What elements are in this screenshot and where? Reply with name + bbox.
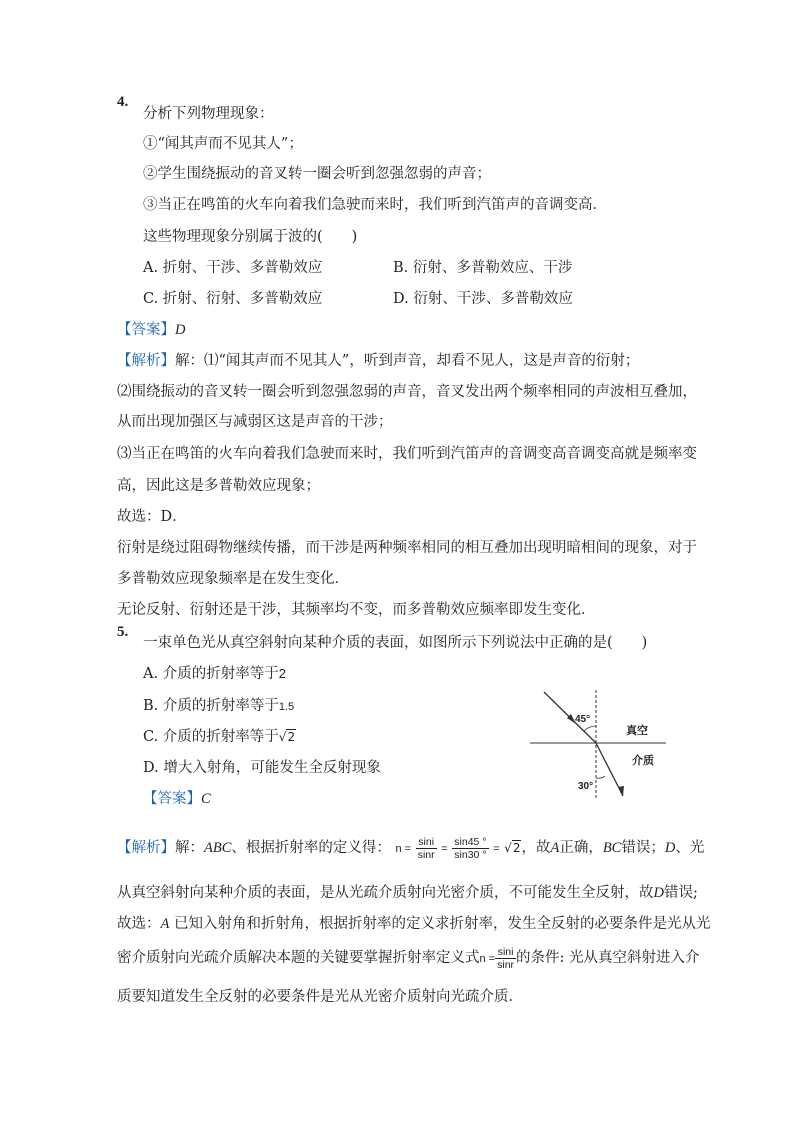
q5-answer-tag: 【答案】 <box>143 791 201 807</box>
option-d: D. 衍射、干涉、多普勒效应 <box>393 291 573 307</box>
sqrt-symbol: √2 <box>278 730 296 744</box>
refracted-arrow <box>618 786 624 796</box>
analysis-line-7: 衍射是绕过阻碍物继续传播，而干涉是两种频率相同的相互叠加出现明暗相间的现象，对于 <box>117 540 697 556</box>
q5-option-d: D. 增大入射角，可能发生全反射现象 <box>143 760 381 776</box>
question-4-stem: 分析下列物理现象： <box>143 106 274 122</box>
option-a: A. 折射、干涉、多普勒效应 <box>143 260 323 276</box>
q5-option-b: B. 介质的折射率等于1.5 <box>143 698 295 714</box>
medium-label: 介质 <box>632 754 654 767</box>
question-4-item-3: ③当正在鸣笛的火车向着我们急驶而来时，我们听到汽笛声的音调变高． <box>143 197 607 213</box>
q5-option-a: A. 介质的折射率等于2 <box>143 666 286 682</box>
angle-arc-bottom <box>596 776 605 778</box>
q5-analysis-line-5: 质要知道发生全反射的必要条件是光从光密介质射向光疏介质． <box>117 989 523 1005</box>
analysis-line-8: 多普勒效应现象频率是在发生变化． <box>117 571 349 587</box>
analysis-tag: 【解析】 <box>117 353 175 369</box>
question-5-stem: 一束单色光从真空斜射向某种介质的表面，如图所示下列说法中正确的是( ) <box>143 635 648 651</box>
question-5-number: 5. <box>117 624 129 640</box>
analysis-line-9: 无论反射、衍射还是干涉，其频率均不变，而多普勒效应频率即发生变化． <box>117 602 596 618</box>
q5-option-c: C. 介质的折射率等于√2 <box>143 729 296 745</box>
vacuum-label: 真空 <box>626 724 648 737</box>
q5-analysis-line-3: 故选：A 已知入射角和折射角，根据折射率的定义求折射率，发生全反射的必要条件是光从光 <box>117 916 711 932</box>
answer-tag: 【答案】 <box>117 322 175 338</box>
analysis-line-2: ⑵围绕振动的音叉转一圈会听到忽强忽弱的声音，音叉发出两个频率相同的声波相互叠加， <box>117 384 697 400</box>
q5-analysis-tag: 【解析】 <box>117 840 175 856</box>
fraction-definition: $\frac{\sin i}{\sin r}$ <box>497 945 515 971</box>
q5-analysis-line-2: 从真空斜射向某种介质的表面，是从光疏介质射向光密介质，不可能发生全反射，故D错误; <box>117 885 698 901</box>
q5-answer-line <box>143 789 211 809</box>
analysis-line-5: 高，因此这是多普勒效应现象； <box>117 478 320 494</box>
refraction-diagram <box>530 688 666 800</box>
fraction-sin45-sin30: $\frac{\sin 45 ^\circ}{\sin 30 ^\circ}$ <box>454 835 487 861</box>
analysis-line-4: ⑶当正在鸣笛的火车向着我们急驶而来时，我们听到汽笛声的音调变高音调变高就是频率变 <box>117 446 697 462</box>
q5-analysis-line-4: 密介质射向光疏介质解决本题的关键要掌握折射率定义式n = $\frac{\sin i}{\sin r}$ 的条件: 光从真空斜射进入介 <box>117 945 700 971</box>
analysis-line-3: 从而出现加强区与减弱区这是声音的干涉； <box>117 414 393 430</box>
sqrt-symbol: √2 <box>504 841 521 855</box>
question-4-item-2: ②学生围绕振动的音叉转一圈会听到忽强忽弱的声音； <box>143 166 491 182</box>
question-4-item-1: ①“闻其声而不见其人”； <box>143 136 303 152</box>
fraction-sini-sinr: $\frac{\sin i}{\sin r}$ <box>417 835 435 861</box>
answer-line <box>117 320 185 340</box>
q5-answer-value: C <box>201 791 211 807</box>
question-4-prompt: 这些物理现象分别属于波的( ) <box>143 229 358 245</box>
angle-arc-top <box>584 726 596 731</box>
angle-45-label: 45° <box>575 714 591 725</box>
option-b: B. 衍射、多普勒效应、干涉 <box>393 260 573 276</box>
analysis-line-1: 【解析】解：⑴“闻其声而不见其人”，听到声音，却看不见人，这是声音的衍射； <box>117 353 640 369</box>
option-c: C. 折射、衍射、多普勒效应 <box>143 291 323 307</box>
answer-value: D <box>175 322 186 338</box>
angle-30-label: 30° <box>578 781 594 792</box>
question-4-number: 4. <box>117 94 129 110</box>
analysis-line-6: 故选：D． <box>117 509 187 525</box>
q5-analysis-line-1: 【解析】解：ABC、根据折射率的定义得： n = $\frac{\sin i}{\sin r}$ = $\frac{\sin 45 ^\circ}{\sin 30 ^\circ}$ = √2，故A正确，BC错误；D、光 <box>117 835 705 861</box>
